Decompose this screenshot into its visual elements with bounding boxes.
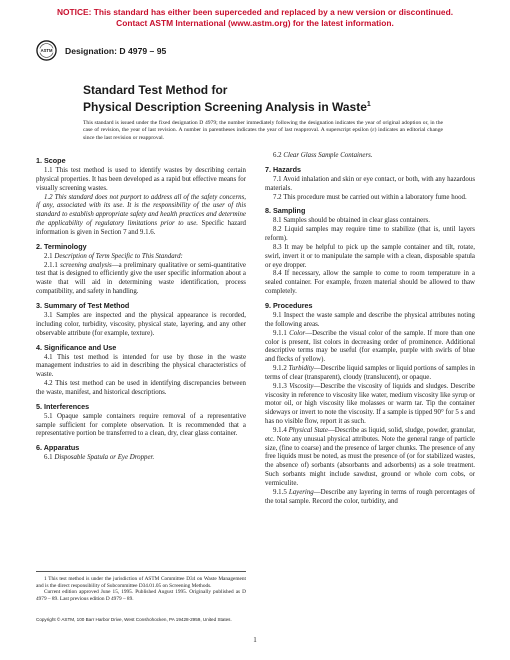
safety-caveat-tail: Specific hazard information is given in Section 7 and 9.1.6. — [36, 220, 246, 236]
section-heading-hazards: 7. Hazards — [265, 164, 301, 174]
paragraph-8-1: 8.1 Samples should be obtained in clear glass containers. — [273, 217, 430, 225]
title-line-1: Standard Test Method for — [83, 83, 228, 97]
issuance-statement: This standard is issued under the fixed designation D 4979; the number immediately following the designation indicates the year of original adoption or, in the case of revision, the year of last revision. A number in parentheses indicates the year of last reapproval. A superscript epsilon (ε) indicates an editorial change since the last revision or reapproval. — [83, 120, 443, 141]
title-line-2 — [83, 98, 423, 115]
paragraph-9-1-4 — [265, 427, 475, 489]
clause-number: 9.1.3 — [273, 382, 290, 390]
footnote-edition: Current edition approved June 15, 1995. Published August 1995. Originally published as D 4979 – 89. Last previous edition D 4979 – 89. — [36, 589, 246, 602]
footnote-1: 1 This test method is under the jurisdiction of ASTM Committee D34 on Waste Management and is the direct responsibility of Subcommittee D34.01.05 on Screening Methods. — [36, 576, 246, 589]
supersession-notice — [0, 7, 510, 28]
clause-number: 9.1.5 — [273, 488, 289, 496]
left-column — [36, 152, 246, 463]
clause-text: —Describe the viscosity of liquids and sludges. Describe viscosity in reference to viscosity like water, medium viscosity like syrup or motor oil, or high viscosity like molasses or warm tar. Tip the container sideways or invert to note the viscosity. If a sample is tipped 90° for 5 s and has no visible flow, report it as such. — [265, 382, 475, 426]
clause-text: —Describe as liquid, solid, sludge, powder, granular, etc. Note any unusual physical attributes. Note the general range of particle size, (fine to coarse) and the presence of larger chunks. The presence of any free liquids must be noted, as must the presence of (or for stabilized wastes, the absence of) sorbants (absorbants and adsorbents) as a sole treatment. Such sorbants might include sawdust, ground or whole corn cobs, or vermiculite. — [265, 426, 475, 487]
footnotes — [36, 571, 246, 602]
paragraph-6-2 — [265, 152, 475, 161]
section-heading-significance: 4. Significance and Use — [36, 342, 117, 352]
title-main: Physical Description Screening Analysis in Waste — [83, 99, 367, 114]
section-heading-interferences: 5. Interferences — [36, 401, 90, 411]
clause-number: 2.1.1 — [44, 261, 61, 269]
designation-header — [36, 40, 166, 61]
paragraph-5-1: 5.1 Opaque sample containers require removal of a representative sample sufficient for complete observation. It is recommended that a representative portion be transferred to a clean, dry, clear glass container. — [36, 412, 246, 438]
astm-logo-icon — [36, 40, 57, 61]
paragraph-9-1-2 — [265, 365, 475, 383]
clause-number: 6.2 — [273, 152, 284, 159]
notice-line-1: NOTICE: This standard has either been superceded and replaced by a new version or discontinued. — [56, 7, 454, 17]
paragraph-8-3: 8.3 It may be helpful to pick up the sample container and tilt, rotate, swirl, invert it or to manipulate the sample with a clean, disposable spatula or eye dropper. — [265, 243, 475, 269]
paragraph-2-1 — [36, 253, 246, 262]
section-heading-apparatus: 6. Apparatus — [36, 443, 80, 453]
paragraph-4-1: 4.1 This test method is intended for use by those in the waste management industries to aid in describing the physical characteristics of waste. — [36, 353, 246, 379]
clause-number: 6.1 — [44, 454, 55, 462]
paragraph-1-2 — [36, 194, 246, 238]
paragraph-7-2: 7.2 This procedure must be carried out within a laboratory fume hood. — [273, 193, 467, 201]
paragraph-4-2: 4.2 This test method can be used in identifying discrepancies between the waste, manifest, and historical descriptions. — [36, 380, 246, 396]
document-title — [83, 84, 423, 114]
section-heading-sampling: 8. Sampling — [265, 206, 306, 216]
clause-number: 2.1 — [44, 252, 55, 260]
paragraph-9-1-5 — [265, 489, 475, 507]
clause-text: —Describe the visual color of the sample. If more than one color is present, list colors in decreasing order of prominence. Additional descriptive terms may be useful (for example, purple with swirls of blue and flecks of yellow). — [265, 329, 475, 364]
section-heading-procedures: 9. Procedures — [265, 300, 313, 310]
clause-number: 9.1.1 — [273, 329, 290, 337]
paragraph-9-1: 9.1 Inspect the waste sample and describe the physical attributes noting the following areas. — [265, 311, 475, 328]
clause-title: Layering — [288, 488, 314, 496]
right-column — [265, 152, 475, 507]
paragraph-3-1: 3.1 Samples are inspected and the physical appearance is recorded, including color, turbidity, viscosity, physical state, layering, and any other observable attribute (for example, texture). — [36, 311, 246, 337]
clause-title: Disposable Spatula or Eye Dropper. — [54, 454, 155, 462]
paragraph-7-1: 7.1 Avoid inhalation and skin or eye contact, or both, with any hazardous materials. — [265, 175, 475, 192]
clause-title: Viscosity — [289, 382, 314, 390]
paragraph-9-1-1 — [265, 330, 475, 365]
clause-title: Clear Glass Sample Containers. — [283, 152, 373, 159]
safety-caveat: 1.2 This standard does not purport to address all of the safety concerns, if any, associated with its use. It is the responsibility of the user of this standard to establish appropriate safety and health practices and determine the applicability of regulatory limitations prior to use. — [36, 193, 246, 228]
paragraph-8-4: 8.4 If necessary, allow the sample to come to room temperature in a sealed container. For example, frozen material should be allowed to thaw completely. — [265, 270, 475, 296]
title-footnote-mark: 1 — [366, 100, 371, 108]
section-heading-summary: 3. Summary of Test Method — [36, 300, 130, 310]
section-heading-scope: 1. Scope — [36, 156, 66, 165]
notice-line-2: Contact ASTM International (www.astm.org) for the latest information. — [116, 17, 394, 28]
definition-text: —a preliminary qualitative or semi-quantitative test that is designed to efficiently give the user specific information about a waste that will aid in determining waste identification, process compatibility, and safety in handling. — [36, 261, 246, 296]
clause-title: Color — [289, 329, 306, 337]
clause-number: 9.1.2 — [273, 365, 289, 373]
logo-text: ASTM — [40, 48, 53, 54]
paragraph-2-1-1 — [36, 262, 246, 297]
designation-number: Designation: D 4979 – 95 — [65, 45, 167, 56]
paragraph-8-2: 8.2 Liquid samples may require time to stabilize (that is, until layers reform). — [265, 226, 475, 243]
clause-text: —Describe any layering in terms of rough percentages of the total sample. Record the color, turbidity, and — [265, 488, 475, 505]
clause-number: 9.1.4 — [273, 426, 289, 434]
copyright-line: Copyright © ASTM, 100 Barr Harbor Drive, West Conshohocken, PA 19428-2959, United States. — [36, 617, 232, 622]
paragraph-1-1: 1.1 This test method is used to identify wastes by describing certain physical properties. It has been developed as a rapid but effective means for visually screening wastes. — [36, 167, 246, 192]
clause-text: —Describe liquid samples or liquid portions of samples in terms of clear (transparent), cloudy (translucent), or opaque. — [265, 365, 475, 381]
clause-title: Physical State — [288, 426, 328, 434]
clause-title: Turbidity — [288, 365, 314, 373]
paragraph-6-1 — [36, 454, 246, 463]
paragraph-9-1-3 — [265, 383, 475, 427]
clause-title: Description of Term Specific to This Standard: — [54, 252, 183, 260]
page-number: 1 — [253, 636, 257, 644]
section-heading-terminology: 2. Terminology — [36, 241, 87, 251]
defined-term: screening analysis — [60, 261, 112, 269]
